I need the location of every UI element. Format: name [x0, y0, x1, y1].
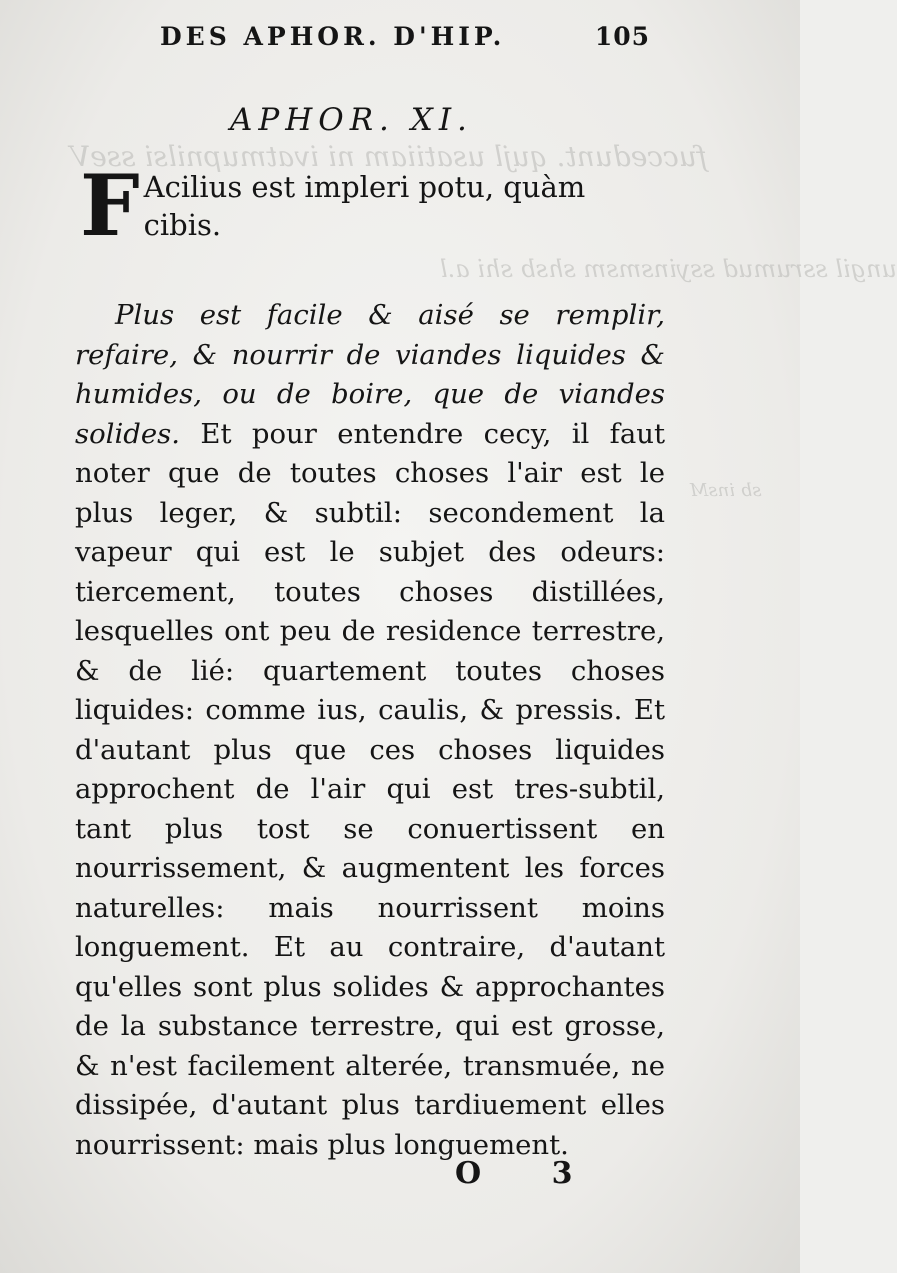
aphorism-text	[80, 156, 665, 255]
show-through-text: sb insM	[690, 480, 762, 501]
page-number: 105	[594, 22, 650, 51]
show-through-text: ungil ssrumud ssyinsmsm shsb shi a.l	[440, 255, 897, 283]
aphorism-body: Acilius est impleri potu, quàm cibis.	[143, 170, 586, 242]
commentary	[75, 296, 665, 1165]
signature-mark: O 3	[455, 1156, 603, 1191]
commentary-italic: Plus est facile & aisé se remplir, refaire, & nourrir de viandes liquides & humides, ou de boire, que de viandes solides.	[75, 299, 665, 450]
running-head-title: DES APHOR. D'HIP.	[160, 22, 506, 51]
show-through-text: fuccedunt. qujl usatiiam ni ivatmupnilsi sseV	[70, 140, 708, 173]
commentary-roman: Et pour entendre cecy, il faut noter que de toutes choses l'air est le plus leger, & subtil: secondement la vapeur qui est le subjet des odeurs: tiercement, toutes choses distillées, lesquelles ont peu de residence terrestre, & de lié: quartement toutes choses liquides: comme ius, caulis, & pressis. Et d'autant plus que ces choses liquides approchent de l'air qui est tres-subtil, tant plus tost se conuertissent en nourrissement, & augmentent les forces naturelles: mais nourrissent moins longuement. Et au contraire, d'autant qu'elles sont plus solides & approchantes de la substance terrestre, qui est grosse, & n'est facilement alterée, transmuée, ne dissipée, d'autant plus tardiuement elles nourrissent: mais plus longuement.	[75, 417, 665, 1161]
drop-cap: F	[80, 156, 140, 255]
aphorism-heading: APHOR. XI.	[230, 102, 473, 138]
commentary-paragraph	[75, 296, 665, 1165]
